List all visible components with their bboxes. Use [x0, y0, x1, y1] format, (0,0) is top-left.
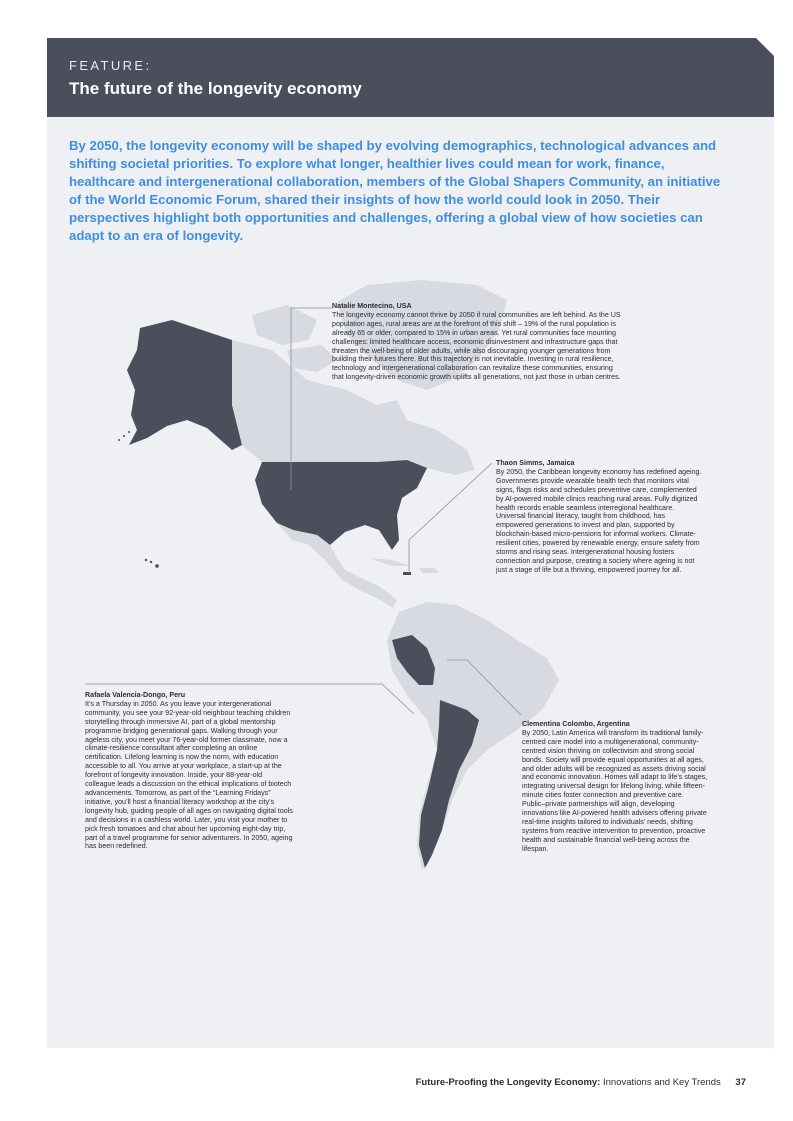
usa-highlight — [255, 460, 427, 550]
arctic-islands-landmass — [252, 305, 317, 345]
jamaica-highlight — [403, 572, 411, 575]
header-corner-cut — [756, 38, 774, 56]
quote-text: The longevity economy cannot thrive by 2050 if rural communities are left behind. As the US population ages, rural areas are at the forefront of this shift – 19% of the rural population is already 65 or older, compared to 15% in urban areas. Yet rural communities face mounting challenges: limited healthcare access, economic disinvestment and infrastructure gaps that threaten the well-being of older adults, while also discouraging younger generations from building their futures there. But this trajectory is not inevitable. Investing in rural resilience, technology and intergenerational collaboration can revitalize these communities, ensuring that longevity-driven economic growth uplifts all generations, not just those in urban centres. — [332, 310, 621, 382]
page-number: 37 — [735, 1077, 746, 1088]
footer-report-title: Future-Proofing the Longevity Economy: — [415, 1077, 601, 1088]
feature-header — [47, 38, 774, 117]
quote-peru — [85, 691, 293, 851]
feature-eyebrow: FEATURE: — [69, 58, 152, 73]
aleutian-island — [118, 439, 120, 441]
quote-text: By 2050, Latin America will transform its traditional family-centred care model into a multigenerational, community-centred vision thriving on collectivism and strong social bonds. Society will provide equal opportunities at all ages, and older adults will be recognized as assets driving social and economic innovation. Homes will adapt to life’s stages, integrating universal design for lifelong living, while fifteen-minute cities foster connection and preventive care. Public–private partnerships will align, developing innovations like AI-powered health advisers offering private real-time insights tailored to individuals’ needs, shifting systems from reactive intervention to prevention, proactive health and sustainable financial well-being across the lifespan. — [522, 728, 708, 853]
quote-usa — [332, 302, 622, 382]
cuba-landmass — [369, 558, 412, 566]
hawaii-island — [145, 559, 147, 561]
hispaniola-landmass — [419, 568, 439, 573]
quote-author: Thaon Simms, Jamaica — [496, 459, 575, 467]
quote-author: Rafaela Valencia-Dongo, Peru — [85, 691, 186, 699]
quote-author: Clementina Colombo, Argentina — [522, 720, 630, 728]
aleutian-island — [128, 431, 130, 433]
intro-paragraph: By 2050, the longevity economy will be shaped by evolving demographics, technological advances and shifting societal priorities. To explore what longer, healthier lives could mean for work, finance, healthcare and intergenerational collaboration, members of the Global Shapers Community, an initiative of the World Economic Forum, shared their insights of how the world could look in 2050. Their perspectives highlight both opportunities and challenges, offering a global view of how societies can adapt to an era of longevity. — [69, 138, 721, 243]
quote-text: It’s a Thursday in 2050. As you leave your intergenerational community, you see your 92-year-old neighbour teaching children storytelling through immersive AI, part of a global mentorship programme bridging generational gaps. Walking through your ageless city, you meet your 76-year-old former classmate, now a climate-resilience consultant after completing an online certification. Lifelong learning is now the norm, with education accessible to all. You arrive at your workplace, a start-up at the forefront of longevity innovation. Inside, your 88-year-old colleague leads a discussion on the ethical implications of biotech advancements. Tomorrow, as part of the “Learning Fridays” initiative, you’ll host a financial literacy workshop at the city’s longevity hub, guiding people of all ages on navigating digital tools and decisions in a cashless world. Later, you visit your mother to pick fresh tomatoes and chat about her upcoming eight-day trip, part of a travel programme for senior adventurers. In 2050, ageing has been redefined. — [85, 699, 293, 851]
footer-subtitle: Innovations and Key Trends — [603, 1077, 721, 1088]
page-footer — [416, 1077, 746, 1088]
hawaii-island — [155, 564, 159, 568]
page-title: The future of the longevity economy — [69, 79, 362, 98]
aleutian-island — [123, 435, 125, 437]
arctic-islands-landmass — [287, 345, 337, 372]
quote-jamaica — [496, 459, 704, 575]
quote-argentina — [522, 720, 708, 854]
hawaii-island — [150, 561, 152, 563]
jamaica-leader-line — [409, 463, 492, 573]
alaska-highlight — [127, 320, 242, 450]
quote-text: By 2050, the Caribbean longevity economy has redefined ageing. Governments provide wearable health tech that monitors vital signs, flags risks and schedules preventive care, complemented by AI-powered mobile clinics reaching rural areas. Fully digitized health records enable seamless interregional healthcare. Universal financial literacy, taught from childhood, has empowered generations to invest and plan, supported by blockchain-based micro-pensions for informal workers. Climate-resilient cities, powered by renewable energy, ensure safety from storms and rising seas. Intergenerational housing fosters connection and purpose, creating a society where ageing is not just a stage of life but a thriving, empowered journey for all. — [496, 467, 702, 574]
quote-author: Natalie Montecino, USA — [332, 302, 412, 310]
